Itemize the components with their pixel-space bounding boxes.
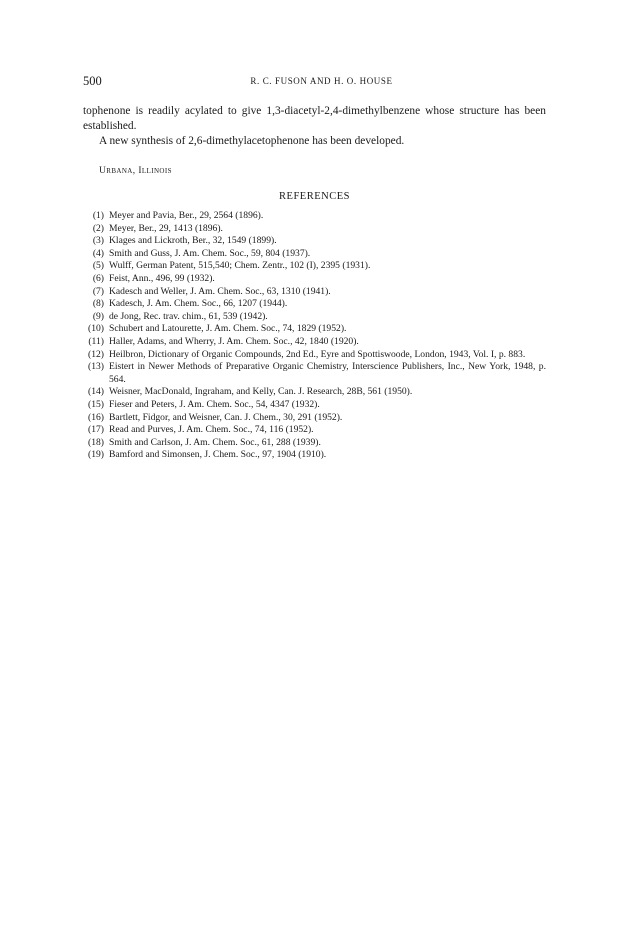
reference-number: (2) — [92, 222, 104, 234]
reference-text: Meyer and Pavia, Ber., 29, 2564 (1896). — [109, 210, 264, 221]
reference-number: (15) — [88, 398, 104, 410]
reference-item — [83, 349, 546, 362]
reference-text: Feist, Ann., 496, 99 (1932). — [109, 272, 215, 284]
reference-item — [83, 361, 546, 386]
reference-text: Bamford and Simonsen, J. Chem. Soc., 97, 1904 (1910). — [109, 449, 327, 461]
reference-item — [83, 223, 546, 236]
author-location: Urbana, Illinois — [99, 166, 172, 176]
reference-item — [83, 298, 546, 311]
reference-item — [83, 323, 546, 336]
reference-number: (18) — [88, 436, 104, 448]
reference-item — [83, 311, 546, 324]
running-head: R. C. FUSON AND H. O. HOUSE — [250, 76, 393, 86]
reference-number: (19) — [88, 449, 104, 461]
reference-number: (10) — [88, 323, 104, 335]
reference-text: Haller, Adams, and Wherry, J. Am. Chem. Soc., 42, 1840 (1920). — [109, 335, 359, 347]
reference-text: Read and Purves, J. Am. Chem. Soc., 74, 116 (1952). — [109, 424, 314, 436]
page-header — [83, 74, 546, 90]
reference-item — [83, 412, 546, 425]
reference-number: (16) — [88, 411, 104, 423]
reference-item — [83, 248, 546, 261]
reference-number: (4) — [92, 247, 104, 259]
reference-text: Eistert in Newer Methods of Preparative Organic Chemistry, Interscience Publishers, Inc., New York, 1948, p. 564. — [109, 361, 546, 385]
reference-text: Wulff, German Patent, 515,540; Chem. Zentr., 102 (I), 2395 (1931). — [109, 260, 371, 272]
reference-number: (1) — [92, 210, 104, 221]
reference-item — [83, 286, 546, 299]
reference-text: Kadesch and Weller, J. Am. Chem. Soc., 63, 1310 (1941). — [109, 285, 331, 297]
reference-text: de Jong, Rec. trav. chim., 61, 539 (1942). — [109, 310, 268, 322]
reference-text: Weisner, MacDonald, Ingraham, and Kelly, Can. J. Research, 28B, 561 (1950). — [109, 386, 413, 398]
body-text — [83, 104, 546, 149]
reference-number: (12) — [88, 348, 104, 360]
reference-text: Smith and Guss, J. Am. Chem. Soc., 59, 804 (1937). — [109, 247, 311, 259]
reference-text: Klages and Lickroth, Ber., 32, 1549 (1899). — [109, 235, 277, 247]
reference-item — [83, 235, 546, 248]
reference-text: Meyer, Ber., 29, 1413 (1896). — [109, 222, 223, 234]
reference-number: (3) — [92, 235, 104, 247]
reference-item — [83, 437, 546, 450]
body-paragraph: A new synthesis of 2,6-dimethylacetophenone has been developed. — [99, 135, 405, 147]
reference-item — [83, 399, 546, 412]
references-list — [83, 210, 546, 462]
reference-number: (14) — [88, 386, 104, 398]
reference-text: Heilbron, Dictionary of Organic Compounds, 2nd Ed., Eyre and Spottiswoode, London, 1943, Vol. I, p. 883. — [109, 348, 526, 360]
reference-text: Kadesch, J. Am. Chem. Soc., 66, 1207 (1944). — [109, 298, 288, 310]
reference-text: Bartlett, Fidgor, and Weisner, Can. J. Chem., 30, 291 (1952). — [109, 411, 343, 423]
reference-item — [83, 260, 546, 273]
reference-item — [83, 336, 546, 349]
reference-item — [83, 210, 546, 223]
reference-item — [83, 273, 546, 286]
reference-number: (5) — [92, 260, 104, 272]
reference-number: (17) — [88, 424, 104, 436]
reference-number: (11) — [88, 335, 104, 347]
reference-text: Fieser and Peters, J. Am. Chem. Soc., 54, 4347 (1932). — [109, 398, 320, 410]
reference-number: (8) — [92, 298, 104, 310]
references-heading: REFERENCES — [279, 191, 350, 202]
reference-number: (9) — [92, 310, 104, 322]
page-number: 500 — [83, 74, 102, 88]
reference-number: (13) — [88, 361, 104, 373]
reference-item — [83, 386, 546, 399]
reference-text: Schubert and Latourette, J. Am. Chem. Soc., 74, 1829 (1952). — [109, 323, 347, 335]
reference-item — [83, 424, 546, 437]
reference-item — [83, 449, 546, 462]
reference-number: (6) — [92, 272, 104, 284]
reference-text: Smith and Carlson, J. Am. Chem. Soc., 61, 288 (1939). — [109, 436, 321, 448]
body-paragraph: tophenone is readily acylated to give 1,3-diacetyl-2,4-dimethylbenzene whose structure has been established. — [83, 105, 546, 132]
reference-number: (7) — [92, 285, 104, 297]
